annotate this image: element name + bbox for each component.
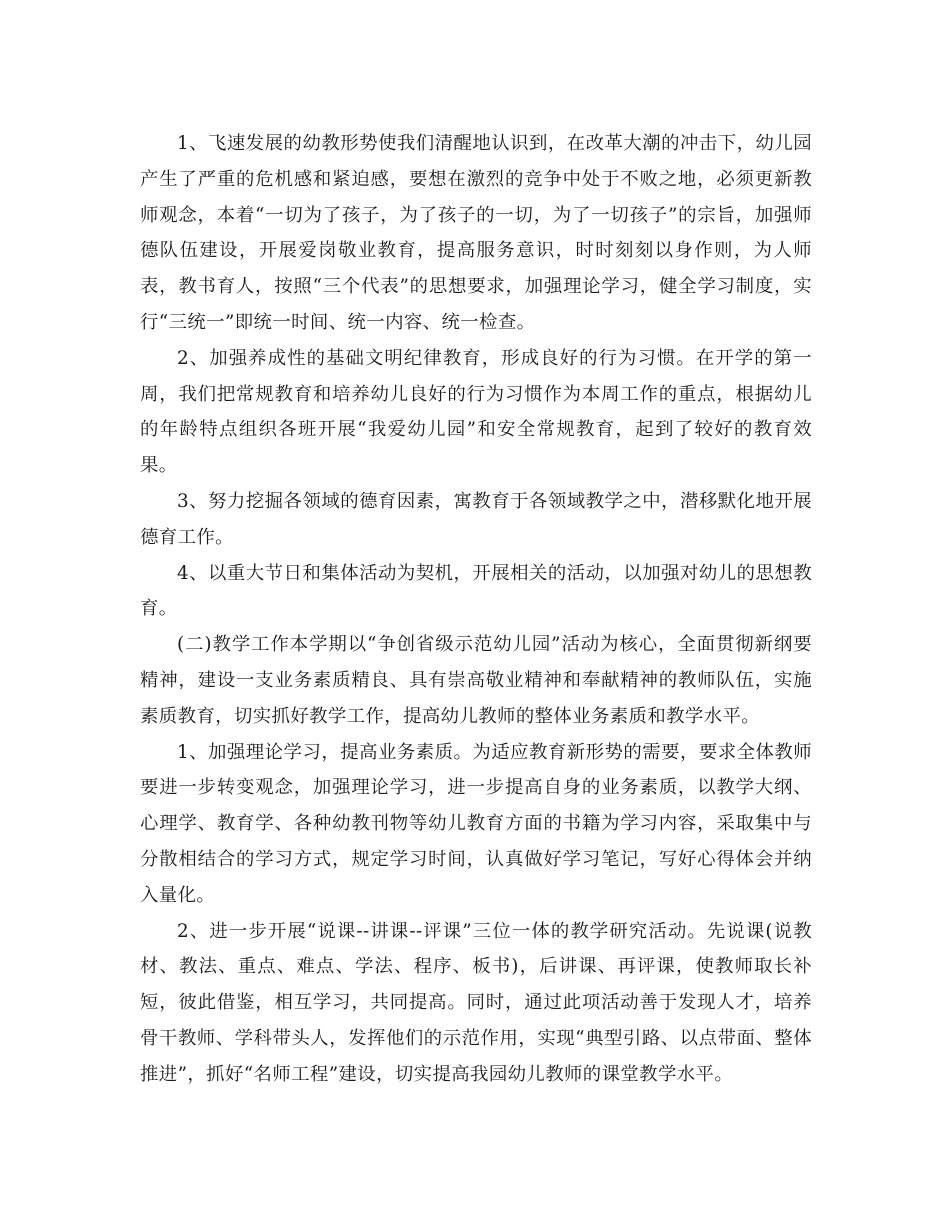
paragraph-moral-3: 3、努力挖掘各领域的德育因素，寓教育于各领域教学之中，潜移默化地开展德育工作。 bbox=[140, 490, 812, 548]
document-body bbox=[140, 126, 812, 1093]
paragraph-moral-2: 2、加强养成性的基础文明纪律教育，形成良好的行为习惯。在开学的第一周，我们把常规教育和培养幼儿良好的行为习惯作为本周工作的重点，根据幼儿的年龄特点组织各班开展“我爱幼儿园”和安全常规教育，起到了较好的教育效果。 bbox=[140, 347, 812, 477]
paragraph-teaching-intro: (二)教学工作本学期以“争创省级示范幼儿园”活动为核心，全面贯彻新纲要精神，建设一支业务素质精良、具有崇高敬业精神和奉献精神的教师队伍，实施素质教育，切实抓好教学工作，提高幼儿教师的整体业务素质和教学水平。 bbox=[140, 634, 812, 727]
paragraph-teaching-1: 1、加强理论学习，提高业务素质。为适应教育新形势的需要，要求全体教师要进一步转变观念，加强理论学习，进一步提高自身的业务素质，以教学大纲、心理学、教育学、各种幼教刊物等幼儿教育方面的书籍为学习内容，采取集中与分散相结合的学习方式，规定学习时间，认真做好学习笔记，写好心得体会并纳入量化。 bbox=[140, 741, 812, 906]
paragraph-teaching-2: 2、进一步开展“说课--讲课--评课”三位一体的教学研究活动。先说课(说教材、教法、重点、难点、学法、程序、板书)，后讲课、再评课，使教师取长补短，彼此借鉴，相互学习，共同提高。同时，通过此项活动善于发现人才，培养骨干教师、学科带头人，发挥他们的示范作用，实现“典型引路、以点带面、整体推进”，抓好“名师工程”建设，切实提高我园幼儿教师的课堂教学水平。 bbox=[140, 920, 812, 1085]
paragraph-moral-1: 1、飞速发展的幼教形势使我们清醒地认识到，在改革大潮的冲击下，幼儿园产生了严重的危机感和紧迫感，要想在激烈的竞争中处于不败之地，必须更新教师观念，本着“一切为了孩子，为了孩子的一切，为了一切孩子”的宗旨，加强师德队伍建设，开展爱岗敬业教育，提高服务意识，时时刻刻以身作则，为人师表，教书育人，按照“三个代表”的思想要求，加强理论学习，健全学习制度，实行“三统一”即统一时间、统一内容、统一检查。 bbox=[140, 133, 812, 333]
paragraph-moral-4: 4、以重大节日和集体活动为契机，开展相关的活动，以加强对幼儿的思想教育。 bbox=[140, 562, 812, 620]
